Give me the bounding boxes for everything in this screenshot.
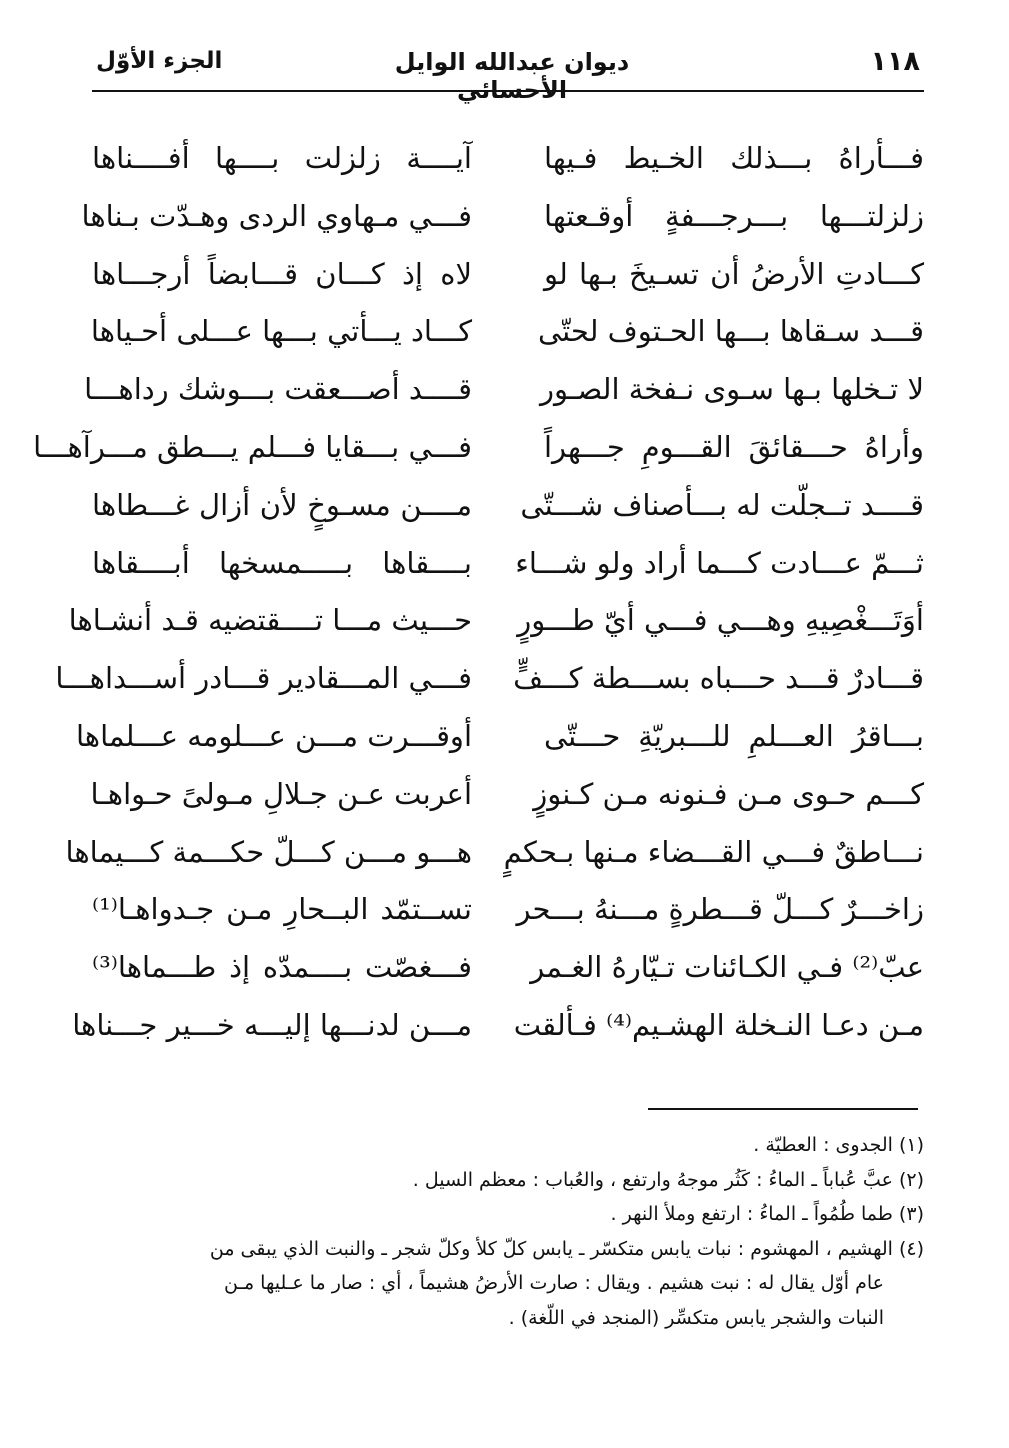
footnote-1: (١) الجدوى : العطيّة . — [753, 1134, 924, 1156]
footnote-2: (٢) عبَّ عُباباً ـ الماءُ : كَثُر موجهُ وارتفع ، والعُباب : معظم السيل . — [412, 1168, 924, 1191]
second-hemistich: فـــي بـــقايا فـــلم يـــطق مـــرآهـــا — [33, 429, 472, 464]
second-hemistich: قــــد أصـــعقت بـــوشك رداهـــا — [84, 372, 472, 407]
verse-line — [92, 303, 924, 361]
footnote-4-continuation: عام أوّل يقال له : نبت هشيم . ويقال : صارت الأرضُ هشيماً ، أي : صار ما عـليها مـن — [223, 1272, 884, 1294]
first-hemistich: عبّ⁽²⁾ فـي الكـائنات تـيّارهُ الغـمر — [530, 950, 924, 985]
verse-line — [81, 188, 924, 246]
footnote-separator — [648, 1108, 918, 1110]
second-hemistich: حـــيث مـــا تــــقتضيه قـد أنشـاها — [68, 603, 472, 638]
second-hemistich: فـــغصّت بــــمدّه إذ طـــماها⁽³⁾ — [92, 950, 472, 985]
first-hemistich: كـــادتِ الأرضُ أن تسـيخَ بـها لو — [544, 256, 924, 291]
first-hemistich: بـــاقرُ العـــلمِ للـــبريّةِ حـــتّى — [544, 718, 924, 753]
first-hemistich: لا تـخلها بـها سـوى نـفخة الصـور — [540, 372, 924, 407]
verse-line — [92, 535, 924, 593]
verse-line — [92, 477, 924, 535]
verse-line — [68, 592, 924, 650]
second-hemistich: أوقـــرت مـــن عـــلومه عـــلماها — [75, 718, 472, 753]
second-hemistich: مــــن مسـوخٍ لأن أزال غـــطاها — [92, 487, 472, 522]
second-hemistich: فـــي المـــقادير قـــادر أســـداهـــا — [55, 661, 472, 696]
footnote-4: (٤) الهشيم ، المهشوم : نبات يابس متكسّر ـ يابس كلّ كلأ وكلّ شجر ـ والنبت الذي يبقى من — [209, 1237, 924, 1260]
first-hemistich: قـــادرٌ قـــد حـــباه بســـطة كـــفٍّ — [513, 661, 924, 696]
first-hemistich: نـــاطقٌ فـــي القـــضاء مـنها بـحكمٍ — [503, 834, 924, 869]
verse-line — [92, 130, 924, 188]
footnote-3: (٣) طما طُمُواً ـ الماءُ : ارتفع وملأ النهر . — [610, 1203, 924, 1225]
verse-line — [92, 939, 924, 997]
verse-line — [72, 997, 924, 1055]
footnote-4-continuation: النبات والشجر يابس متكسِّر (المنجد في اللّغة) . — [508, 1306, 884, 1329]
verse-line — [92, 246, 924, 304]
second-hemistich: لاه إذ كـــان قـــابضاً أرجـــاها — [92, 256, 472, 291]
second-hemistich: مـــن لدنـــها إليـــه خـــير جـــناها — [72, 1007, 472, 1042]
first-hemistich: كـــم حـوى مـن فـنونه مـن كـنوزٍ — [533, 776, 924, 811]
verse-line — [55, 650, 924, 708]
first-hemistich: قـــد سـقاها بـــها الحـتوف لحتّى — [537, 314, 924, 349]
second-hemistich: فـــي مـهاوي الردى وهـدّت بـناها — [81, 198, 472, 233]
first-hemistich: فـــأراهُ بـــذلك الخـيط فـيها — [544, 141, 924, 175]
second-hemistich: هـــو مـــن كـــلّ حكـــمة كـــيماها — [65, 834, 472, 869]
verse-line — [33, 419, 924, 477]
first-hemistich: أوَتَـــغْصِيهِ وهـــي فـــي أيّ طـــورٍ — [517, 603, 924, 638]
second-hemistich: تســتمّد البــحارِ مـن جـدواهـا⁽¹⁾ — [92, 892, 472, 927]
second-hemistich: بــــقاها بـــــمسخها أبــــقاها — [92, 545, 472, 580]
verse-line — [92, 881, 924, 939]
first-hemistich: مـن دعـا النـخلة الهشـيم⁽⁴⁾ فـألقت — [513, 1007, 924, 1042]
verse-line — [84, 361, 924, 419]
book-title: ديوان عبدالله الوايل الأحسائي — [394, 48, 630, 104]
footnotes — [92, 1128, 924, 1335]
header-rule — [92, 90, 924, 92]
first-hemistich: زلزلتـــها بـــرجـــفةٍ أوقـعتها — [544, 198, 924, 233]
first-hemistich: وأراهُ حـــقائقَ القـــومِ جـــهراً — [544, 429, 924, 464]
second-hemistich: أعربت عـن جـلالِ مـولىً حـواهـا — [90, 776, 472, 811]
first-hemistich: قــــد تــجلّت له بـــأصناف شـــتّى — [520, 487, 924, 522]
second-hemistich: كـــاد يـــأتي بـــها عـــلى أحـياها — [90, 314, 472, 349]
verse-line — [65, 824, 924, 882]
verse-line — [75, 708, 924, 766]
poem-body — [33, 130, 924, 1055]
second-hemistich: آيــــة زلزلت بــــها أفــــناها — [92, 141, 472, 175]
first-hemistich: ثـــمّ عـــادت كـــما أراد ولو شـــاء — [515, 545, 924, 580]
page-number: ١١٨ — [870, 46, 920, 77]
volume-label: الجزء الأوّل — [96, 48, 223, 74]
page-header — [92, 40, 924, 104]
first-hemistich: زاخـــرٌ كـــلّ قـــطرةٍ مـــنهُ بـــحر — [516, 892, 924, 927]
verse-line — [92, 766, 924, 824]
